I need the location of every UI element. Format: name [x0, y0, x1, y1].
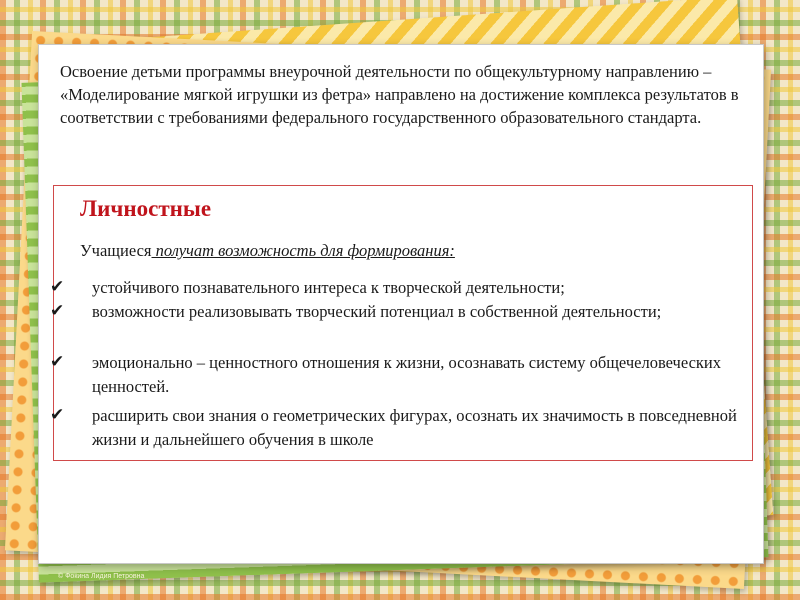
- list-item: возможности реализовывать творческий потенциал в собственной деятельности;: [92, 302, 662, 321]
- check-icon: ✔: [50, 352, 65, 372]
- check-icon: ✔: [50, 277, 65, 297]
- list-item: эмоционально – ценностного отношения к жизни, осознавать систему общечеловеческих ценностей.: [92, 353, 722, 396]
- intro-paragraph: Освоение детьми программы внеурочной деятельности по общекультурному направлению – «Моделирование мягкой игрушки из фетра» направлено на достижение комплекса результатов в соответствии с требованиями федерального государственного образовательного стандарта.: [60, 62, 739, 127]
- author-credit: © Фокина Лидия Петровна: [58, 573, 145, 580]
- section-subtitle: [80, 241, 455, 261]
- results-box: [53, 185, 753, 461]
- check-icon: ✔: [50, 301, 65, 321]
- subtitle-prefix: Учащиеся: [80, 241, 152, 260]
- check-icon: ✔: [50, 405, 65, 425]
- list-item: устойчивого познавательного интереса к творческой деятельности;: [92, 278, 565, 297]
- section-heading: Личностные: [80, 196, 212, 221]
- subtitle-underlined: получат возможность для формирования:: [151, 241, 455, 260]
- list-item: расширить свои знания о геометрических фигурах, осознать их значимость в повседневной жизни и дальнейшего обучения в школе: [92, 406, 737, 449]
